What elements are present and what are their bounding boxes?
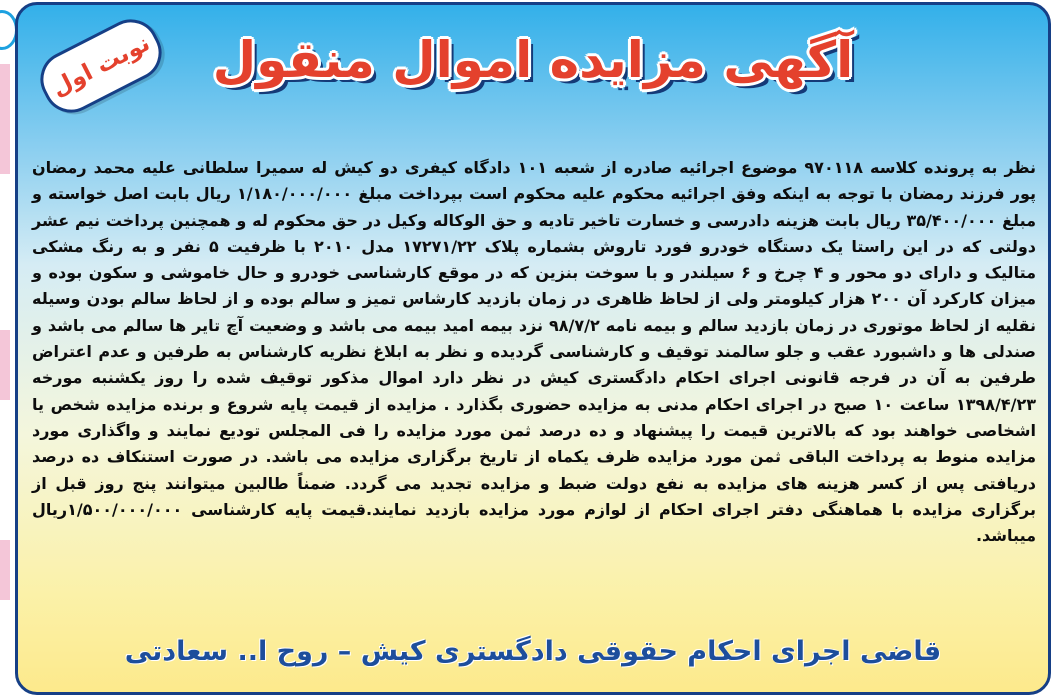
notice-title: آگهی مزایده اموال منقول <box>212 31 854 89</box>
notice-body: نظر به پرونده کلاسه ۹۷۰۱۱۸ موضوع اجرائیه صادره از شعبه ۱۰۱ دادگاه کیفری دو کیش له سمیرا سلطانی علیه محمد رمضان پور فرزند رمضان با توجه به اینکه وفق اجرائیه محکوم علیه محکوم است بپرداخت مبلغ ۱/۱۸۰/۰۰۰/۰۰۰ ریال بابت اصل خواسته و مبلغ ۳۵/۴۰۰/۰۰۰ ریال بابت هزینه دادرسی و خسارت تاخیر تادیه و حق الوکاله وکیل در حق محکوم له و همچنین پرداخت نیم عشر دولتی که در این راستا یک دستگاه خودرو فورد تاروش بشماره پلاک ۱۷۲۷۱/۲۲ مدل ۲۰۱۰ با ظرفیت ۵ نفر و به رنگ مشکی متالیک و دارای دو محور و ۴ چرخ و ۶ سیلندر و با سوخت بنزین که در موقع کارشناسی خودرو و حال خاموشی و سکون بوده و میزان کارکرد آن ۲۰۰ هزار کیلومتر ولی از لحاظ ظاهری در زمان بازدید کارشاس تمیز و سالم بوده و از لحاظ سالم بودن وسیله نقلیه از لحاظ موتوری در زمان بازدید سالم و بیمه نامه ۹۸/۷/۲ نزد بیمه امید بیمه می باشد و وضعیت آچ تایر ها سالم می باشد و صندلی ها و داشبورد عقب و جلو سالمند توقیف و کارشناسی گردیده و نظر به ابلاغ نظریه کارشناس به طرفین و عدم اعتراض طرفین به آن در فرجه قانونی اجرای احکام دادگستری کیش در نظر دارد اموال مذکور توقیف شده را روز یکشنبه مورخه ۱۳۹۸/۴/۲۳ ساعت ۱۰ صبح در اجرای احکام مدنی به مزایده حضوری بگذارد . مزایده از قیمت پایه شروع و برنده مزایده شخص یا اشخاصی خواهند بود که بالاترین قیمت را پیشنهاد و ده درصد ثمن مورد مزایده را فی المجلس تودیع نمایند و واگذاری مورد مزایده منوط به پرداخت الباقی ثمن مورد مزایده ظرف یکماه از تاریخ برگزاری مزایده می باشد. در صورت استنکاف ده درصد دریافتی پس از کسر هزینه های مزایده به نفع دولت ضبط و مزایده تجدید می گردد. ضمناً طالبین میتوانند پنج روز قبل از برگزاری مزایده با هماهنگی دفتر اجرای احکام از لوازم مورد مزایده بازدید نمایند.قیمت پایه کارشناسی ۱/۵۰۰/۰۰۰/۰۰۰ریال میباشد. <box>32 158 1037 546</box>
adjacent-pink-mark <box>0 330 10 400</box>
judge-signature: قاضی اجرای احکام حقوقی دادگستری کیش – روح ا.. سعادتی <box>124 636 942 667</box>
adjacent-pink-mark <box>0 540 10 600</box>
stamp-text: نوبت اول <box>47 30 155 102</box>
auction-notice <box>15 2 1051 695</box>
adjacent-page-strip <box>0 0 14 699</box>
adjacent-pink-mark <box>0 64 10 174</box>
